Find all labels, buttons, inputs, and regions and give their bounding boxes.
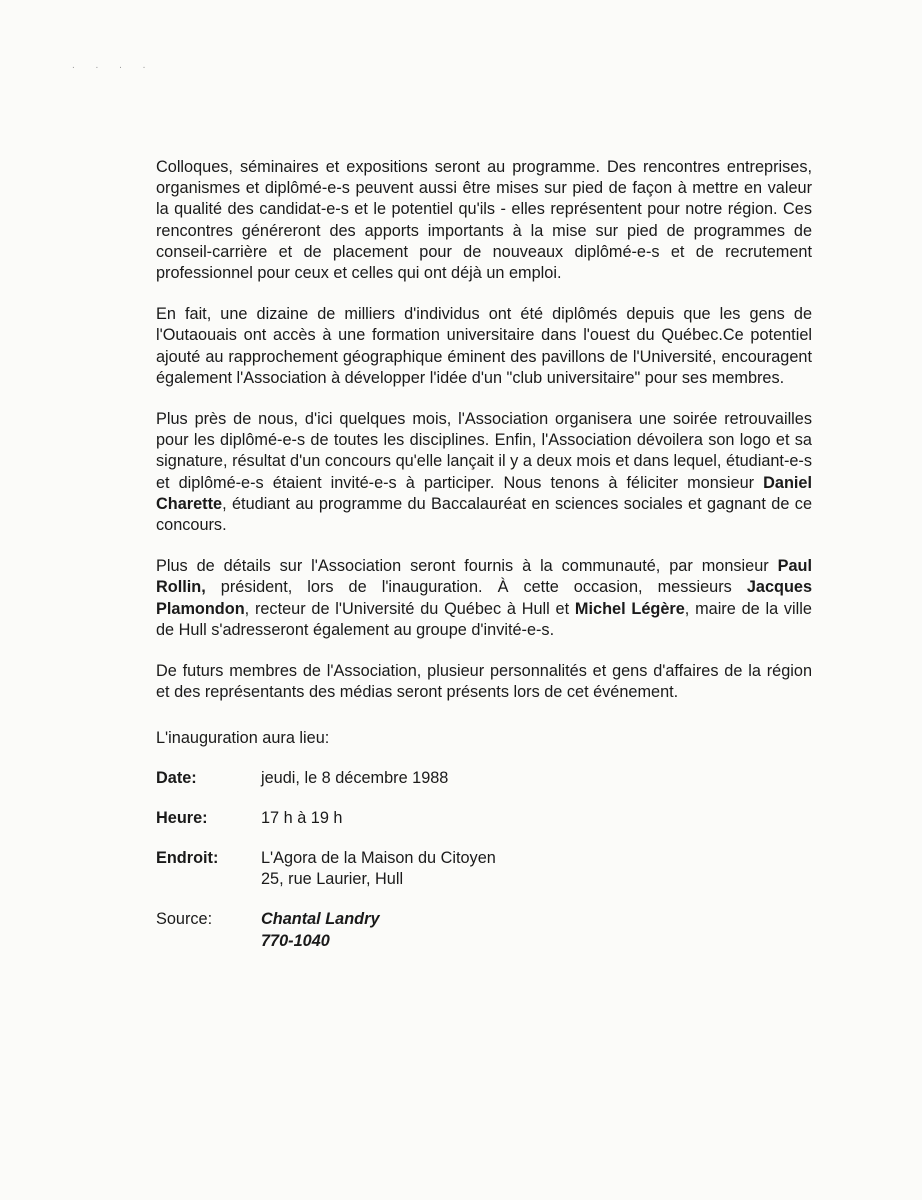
event-intro: L'inauguration aura lieu: xyxy=(156,729,330,748)
press-release-body xyxy=(156,157,812,971)
place-value xyxy=(261,848,812,890)
time-value: 17 h à 19 h xyxy=(261,808,343,827)
paragraph-retrouvailles-text-1: Plus près de nous, d'ici quelques mois, l'Association organisera une soirée retrouvailles pour les diplômé-e-s de toutes les disciplines. Enfin, l'Association dévoilera son logo et sa signature, résultat d'un concours qu'elle lançait il y a deux mois et dans lequel, étudiant-e-s et diplômé-e-s étaient invité-e-s à participer. Nous tenons à féliciter monsieur xyxy=(156,410,812,492)
source-phone: 770-1040 xyxy=(261,931,330,950)
place-line-2: 25, rue Laurier, Hull xyxy=(261,870,404,889)
source-name: Chantal Landry xyxy=(261,910,380,929)
name-michel-legere: Michel Légère xyxy=(574,599,685,618)
paragraph-retrouvailles xyxy=(156,409,812,536)
margin-marks: . . . . xyxy=(72,60,155,71)
paragraph-retrouvailles-text-2: , étudiant au programme du Baccalauréat en sciences sociales et gagnant de ce concours. xyxy=(156,494,812,535)
speakers-text-2: président, lors de l'inauguration. À cette occasion, messieurs xyxy=(205,578,747,597)
paragraph-programme: Colloques, séminaires et expositions seront au programme. Des rencontres entreprises, organismes et diplômé-e-s peuvent aussi être mises sur pied de façon à mettre en valeur la qualité des candidat-e-s et le potentiel qu'ils - elles représentent pour notre région. Ces rencontres généreront des apports importants à la mise sur pied de programmes de conseil-carrière et de placement pour de nouveaux diplômé-e-s et de recrutement professionnel pour ceux et celles qui ont déjà un emploi. xyxy=(156,158,812,283)
name-jacques-plamondon: Jacques Plamondon xyxy=(156,578,812,618)
speakers-text-1: Plus de détails sur l'Association seront fournis à la communauté, par monsieur xyxy=(156,557,778,576)
source-row xyxy=(156,909,812,951)
event-time-row xyxy=(156,808,812,829)
speakers-text-4: , maire de la ville de Hull s'adresseront également au groupe d'invité-e-s. xyxy=(156,599,812,639)
source-value xyxy=(261,909,812,951)
name-daniel-charette: Daniel Charette xyxy=(156,473,812,513)
date-label: Date: xyxy=(156,768,197,787)
paragraph-club-universitaire: En fait, une dizaine de milliers d'individus ont été diplômés depuis que les gens de l'Outaouais ont accès à une formation universitaire dans l'ouest du Québec.Ce potentiel ajouté au rapprochement géographique éminent des pavillons de l'Université, encouragent également l'Association à développer l'idée d'un "club universitaire" pour ses membres. xyxy=(156,305,812,387)
date-value: jeudi, le 8 décembre 1988 xyxy=(261,768,449,787)
place-label: Endroit: xyxy=(156,849,219,868)
paragraph-inauguration-speakers xyxy=(156,556,812,641)
time-label: Heure: xyxy=(156,808,208,827)
event-date-row xyxy=(156,768,812,789)
speakers-text-3: , recteur de l'Université du Québec à Hull et xyxy=(244,599,575,618)
event-place-row xyxy=(156,848,812,890)
source-label: Source: xyxy=(156,910,213,929)
paragraph-guests: De futurs membres de l'Association, plusieur personnalités et gens d'affaires de la région et des représentants des médias seront présents lors de cet événement. xyxy=(156,662,812,702)
name-paul-rollin: Paul Rollin, xyxy=(156,557,812,597)
event-details xyxy=(156,728,812,951)
place-line-1: L'Agora de la Maison du Citoyen xyxy=(261,849,496,868)
